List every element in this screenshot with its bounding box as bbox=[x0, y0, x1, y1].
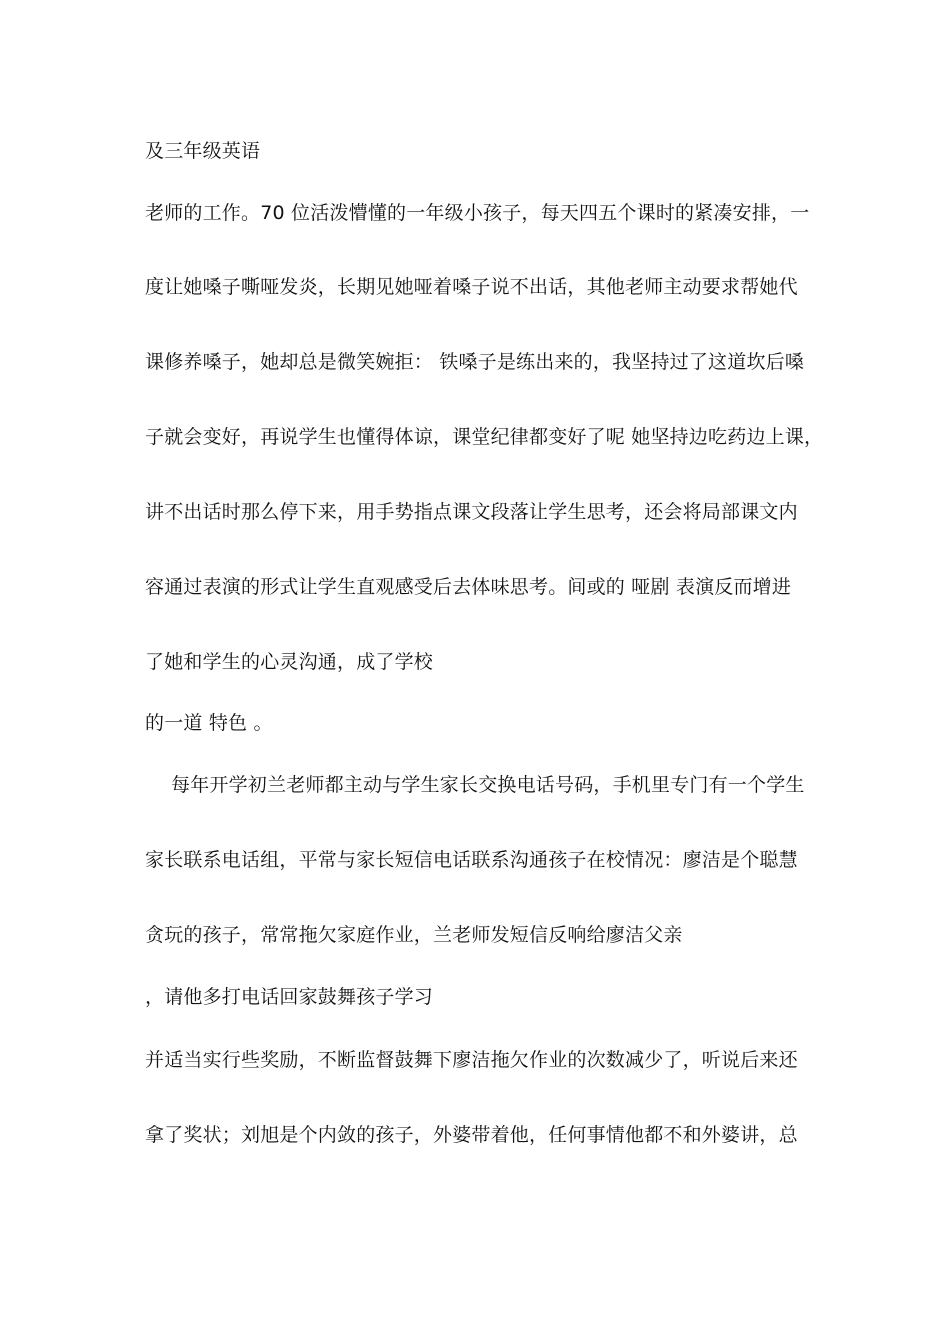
text-line: 并适当实行些奖励，不断监督鼓舞下廖洁拖欠作业的次数减少了，听说后来还 bbox=[145, 1049, 798, 1071]
text-line: 老师的工作。70 位活泼懵懂的一年级小孩子，每天四五个课时的紧凑安排，一 bbox=[145, 202, 810, 224]
text-line: 的一道 特色 。 bbox=[145, 712, 273, 734]
text-line: ，请他多打电话回家鼓舞孩子学习 bbox=[145, 986, 434, 1008]
text-line: 讲不出话时那么停下来，用手势指点课文段落让学生思考，还会将局部课文内 bbox=[145, 501, 798, 523]
text-line: 课修养嗓子，她却总是微笑婉拒： 铁嗓子是练出来的，我坚持过了这道坎后嗓 bbox=[145, 351, 805, 373]
text-line: 子就会变好，再说学生也懂得体谅，课堂纪律都变好了呢 她坚持边吃药边上课， bbox=[145, 426, 824, 448]
paragraph-first-line: 每年开学初兰老师都主动与学生家长交换电话号码，手机里专门有一个学生 bbox=[171, 774, 805, 796]
text-line: 容通过表演的形式让学生直观感受后去体味思考。间或的 哑剧 表演反而增进 bbox=[145, 576, 792, 598]
text-line: 家长联系电话组，平常与家长短信电话联系沟通孩子在校情况：廖洁是个聪慧 bbox=[145, 849, 798, 871]
text-line: 贪玩的孩子，常常拖欠家庭作业，兰老师发短信反响给廖洁父亲 bbox=[145, 924, 683, 946]
text-line: 拿了奖状；刘旭是个内敛的孩子，外婆带着他，任何事情他都不和外婆讲，总 bbox=[145, 1124, 798, 1146]
text-line: 了她和学生的心灵沟通，成了学校 bbox=[145, 651, 434, 673]
text-line: 及三年级英语 bbox=[145, 140, 261, 162]
text-line: 度让她嗓子嘶哑发炎，长期见她哑着嗓子说不出话，其他老师主动要求帮她代 bbox=[145, 276, 798, 298]
